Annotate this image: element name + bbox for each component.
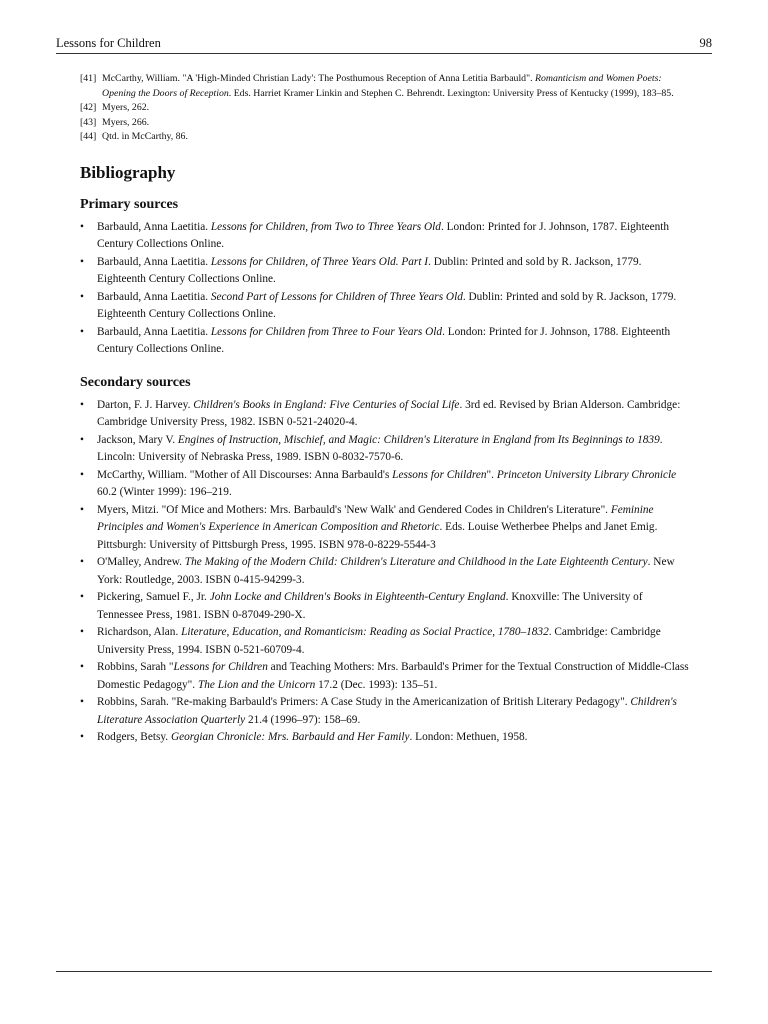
bullet-icon: • [80,255,84,268]
text-run: Qtd. in McCarthy, 86. [102,131,188,142]
secondary-sources-list [80,397,690,747]
text-run: and Teaching Mothers: Mrs. Barbauld's Primer for the Textual Construction of Middle-Class Domestic Pedagogy". [97,661,689,691]
bibliography-entry [80,254,690,289]
page-number: 98 [699,36,712,50]
bibliography-entry [80,324,690,359]
text-run: McCarthy, William. "Mother of All Discourses: Anna Barbauld's [97,468,393,481]
text-run: 21.4 (1996–97): 158–69. [245,713,361,726]
bullet-icon: • [80,433,84,446]
italic-title: Princeton University Library Chronicle [496,468,677,481]
bullet-icon: • [80,696,84,708]
text-run: Darton, F. J. Harvey. [97,398,194,411]
text-run: . Dublin: Printed and sold by R. Jackson, 1779. Eighteenth Century Collections Online. [97,255,642,285]
bullet-icon: • [80,591,84,603]
italic-title: Romanticism and Women Poets: Opening the Doors of Reception [102,73,662,99]
footer-rule [56,971,712,972]
text-run: Robbins, Sarah " [97,661,174,673]
bullet-icon: • [80,398,84,411]
bullet-icon: • [80,661,84,673]
footnote-number: [42] [80,102,97,113]
text-run: Barbauld, Anna Laetitia. [97,220,211,233]
footnote-number: [43] [80,116,97,128]
italic-title: Lessons for Children [392,468,487,481]
footnote [80,72,690,101]
text-run: 60.2 (Winter 1999): 196–219. [97,486,232,498]
italic-title: Lessons for Children, of Three Years Old. Part I [210,255,429,268]
bibliography-entry [80,219,690,254]
bibliography-entry [80,659,690,694]
page-header [56,36,712,52]
primary-sources-list [80,219,690,359]
italic-title: Feminine Principles and Women's Experience in American Composition and Rhetoric [97,503,654,533]
bullet-icon: • [80,626,84,638]
text-run: Pickering, Samuel F., Jr. [97,591,210,603]
bullet-icon: • [80,503,84,516]
italic-title: The Making of the Modern Child: Children's Literature and Childhood in the Late Eighteenth Century [184,556,648,568]
italic-title: John Locke and Children's Books in Eighteenth-Century England [209,591,506,603]
text-run: Barbauld, Anna Laetitia. [97,290,211,303]
footnote [80,101,690,116]
text-run: . Eds. Harriet Kramer Linkin and Stephen C. Behrendt. Lexington: University Press of Kentucky (1999), 183–85. [228,87,674,99]
footnotes [80,72,690,145]
italic-title: Lessons for Children, from Two to Three Years Old [210,220,441,233]
italic-title: Engines of Instruction, Mischief, and Magic: Children's Literature in England from Its Beginnings to 1839 [177,433,660,446]
footnote-number: [44] [80,131,97,142]
footnote-text [102,116,690,131]
text-run: Rodgers, Betsy. [97,731,171,743]
bullet-icon: • [80,220,84,233]
bibliography-entry [80,432,690,467]
footnote-text [102,72,690,101]
secondary-sources-heading: Secondary sources [80,374,191,390]
bibliography-entry [80,624,690,659]
bibliography-entry [80,729,690,747]
bullet-icon: • [80,468,84,481]
text-run: Barbauld, Anna Laetitia. [97,255,211,268]
bibliography-entry [80,554,690,589]
italic-title: Georgian Chronicle: Mrs. Barbauld and Her Family [170,731,410,743]
running-title: Lessons for Children [56,36,161,50]
text-run: Robbins, Sarah. "Re-making Barbauld's Primers: A Case Study in the Americanization of British Literary Pedagogy". [97,696,631,708]
text-run: ". [486,468,497,481]
footnote [80,116,690,131]
italic-title: Lessons for Children [173,661,268,673]
italic-title: The Lion and the Unicorn [197,678,316,691]
bibliography-entry [80,397,690,432]
italic-title: Children's Books in England: Five Centuries of Social Life [193,398,460,411]
italic-title: Literature, Education, and Romanticism: Reading as Social Practice, 1780–1832 [181,626,549,638]
text-run: McCarthy, William. "A 'High-Minded Christian Lady': The Posthumous Reception of Anna Letitia Barbauld". [102,73,535,84]
bibliography-entry [80,589,690,624]
text-run: Jackson, Mary V. [97,433,178,446]
footnote [80,130,690,145]
footnote-text [102,130,690,145]
text-run: . Cambridge: Cambridge University Press, 1994. ISBN 0-521-60709-4. [97,626,661,656]
footnote-number: [41] [80,73,97,84]
text-run: O'Malley, Andrew. [97,556,185,568]
text-run: . Eds. Louise Wetherbee Phelps and Janet Emig. Pittsburgh: University of Pittsburgh Press, 1995. ISBN 978-0-8229-5544-3 [97,521,658,551]
text-run: Myers, 266. [102,116,150,128]
footnote-text [102,101,690,116]
text-run: Barbauld, Anna Laetitia. [97,325,211,338]
page-content [80,72,690,747]
bullet-icon: • [80,556,84,568]
text-run: . London: Printed for J. Johnson, 1788. Eighteenth Century Collections Online. [97,325,671,355]
bullet-icon: • [80,731,84,743]
text-run: 17.2 (Dec. 1993): 135–51. [315,678,438,691]
text-run: Myers, Mitzi. "Of Mice and Mothers: Mrs. Barbauld's 'New Walk' and Gendered Codes in Children's Literature". [97,503,611,516]
bibliography-entry [80,694,690,729]
italic-title: Lessons for Children from Three to Four Years Old [210,325,443,338]
primary-sources-heading: Primary sources [80,196,179,212]
bullet-icon: • [80,290,84,303]
text-run: . London: Printed for J. Johnson, 1787. Eighteenth Century Collections Online. [97,220,670,250]
bibliography-heading: Bibliography [80,162,176,182]
bibliography-entry [80,502,690,555]
text-run: . New York: Routledge, 2003. ISBN 0-415-94299-3. [97,556,675,586]
header-rule [56,53,712,54]
text-run: . Dublin: Printed and sold by R. Jackson, 1779. Eighteenth Century Collections Online. [97,290,677,320]
text-run: . London: Methuen, 1958. [409,731,528,743]
italic-title: Children's Literature Association Quarterly [97,696,677,726]
bibliography-entry [80,289,690,324]
bibliography-entry [80,467,690,502]
text-run: . Knoxville: The University of Tennessee Press, 1981. ISBN 0-87049-290-X. [97,591,643,621]
bullet-icon: • [80,325,84,338]
italic-title: Second Part of Lessons for Children of Three Years Old [210,290,463,303]
text-run: . Lincoln: University of Nebraska Press, 1989. ISBN 0-8032-7570-6. [97,433,663,463]
text-run: . 3rd ed. Revised by Brian Alderson. Cambridge: Cambridge University Press, 1982. ISBN 0-521-24020-4. [97,398,681,428]
text-run: Myers, 262. [102,102,150,113]
text-run: Richardson, Alan. [97,626,182,638]
